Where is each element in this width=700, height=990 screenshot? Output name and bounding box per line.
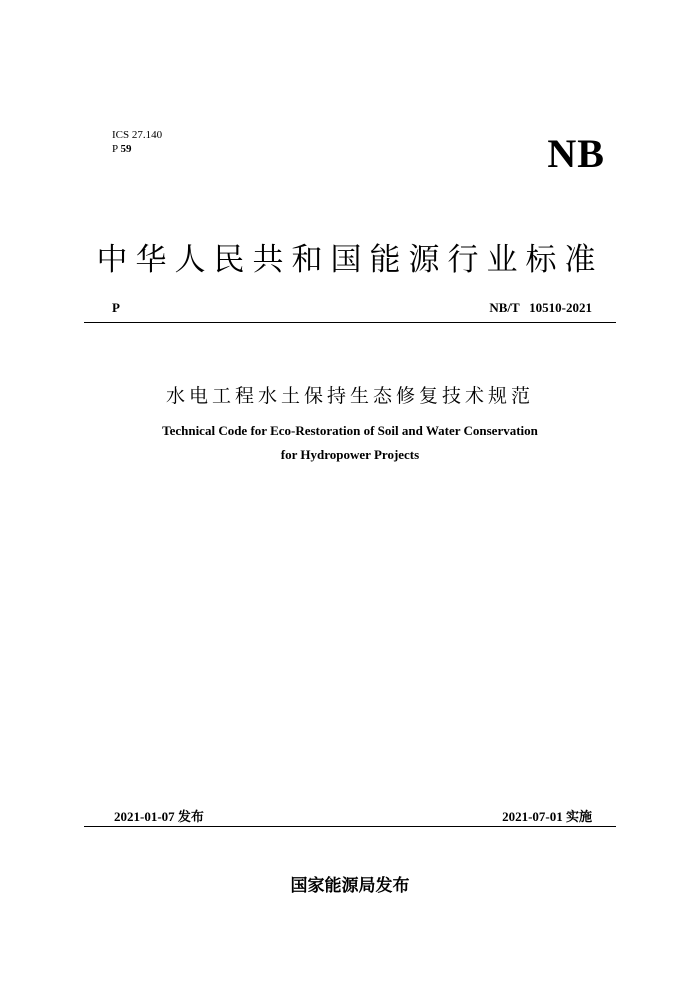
standard-category-title: 中华人民共和国能源行业标准 xyxy=(96,242,604,278)
chinese-title: 水电工程水土保持生态修复技术规范 xyxy=(165,385,534,407)
ccs-number: 59 xyxy=(120,143,132,155)
ics-code: ICS 27.140 xyxy=(112,129,163,141)
standard-number: NB/T 10510-2021 xyxy=(489,300,592,315)
top-divider xyxy=(84,322,616,323)
ccs-code xyxy=(112,142,131,156)
implementation-date: 2021-07-01 实施 xyxy=(502,809,592,824)
ccs-prefix: P xyxy=(112,143,118,155)
publisher: 国家能源局发布 xyxy=(290,876,410,896)
nb-logo: NB xyxy=(547,131,605,176)
english-title-line-1: Technical Code for Eco-Restoration of Soil and Water Conservation xyxy=(162,423,538,438)
english-title-line-2: for Hydropower Projects xyxy=(280,447,420,462)
bottom-divider xyxy=(84,826,616,827)
p-mark: P xyxy=(112,300,120,315)
issue-date: 2021-01-07 发布 xyxy=(114,809,204,824)
